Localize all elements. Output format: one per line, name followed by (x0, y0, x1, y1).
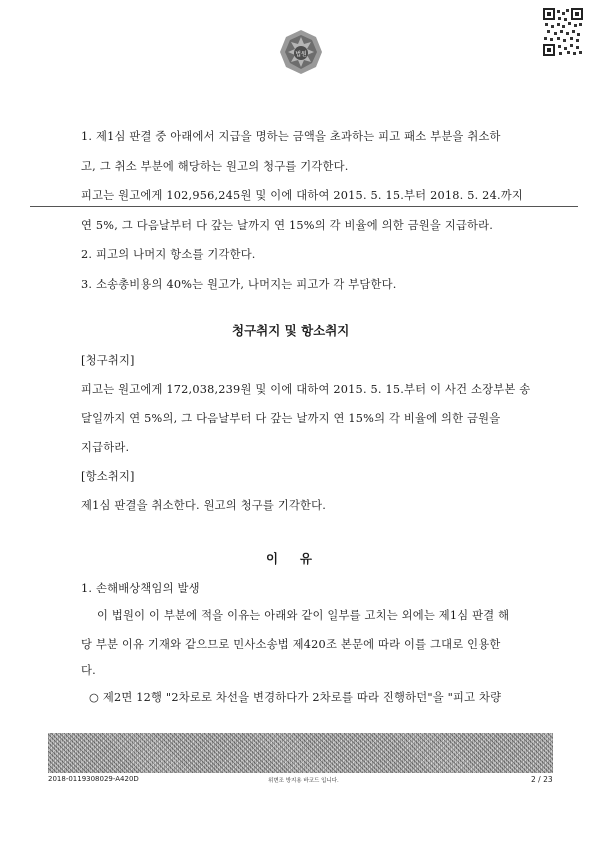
judgment-line-4: 연 5%, 그 다음날부터 다 갚는 날까지 연 15%의 각 비율에 의한 금원을 지급하라. (81, 219, 494, 232)
page-divider-line (30, 206, 578, 207)
judgment-line-3: 피고는 원고에게 102,956,245원 및 이에 대하여 2015. 5. 15.부터 2018. 5. 24.까지 (81, 189, 523, 202)
judgment-line-1: 1. 제1심 판결 중 아래에서 지급을 명하는 금액을 초과하는 피고 패소 부분을 취소하 (81, 130, 501, 143)
seal-text: 법원 (295, 51, 307, 58)
reason-line-2: 당 부분 이유 기재와 같으므로 민사소송법 제420조 본문에 따라 이를 그대로 인용한 (81, 638, 501, 651)
court-seal-emblem (278, 28, 324, 76)
claim-line-3: 지급하라. (81, 441, 130, 454)
claim-line-1: 피고는 원고에게 172,038,239원 및 이에 대하여 2015. 5. 15.부터 이 사건 소장부본 송 (81, 383, 531, 396)
qr-code-icon (543, 8, 583, 56)
reason-line-3: 다. (81, 664, 96, 677)
section-heading-claims: 청구취지 및 항소취지 (232, 323, 350, 338)
document-id: 2018-0119308029-A420D (48, 775, 139, 783)
page-number: 2 / 23 (531, 775, 553, 784)
appeal-line-1: 제1심 판결을 취소한다. 원고의 청구를 기각한다. (81, 499, 327, 512)
claim-line-2: 달일까지 연 5%의, 그 다음날부터 다 갚는 날까지 연 15%의 각 비율에 의한 금원을 (81, 412, 501, 425)
claim-label: [청구취지] (81, 354, 135, 367)
reason-heading-1: 1. 손해배상책임의 발생 (81, 582, 200, 595)
reason-line-1: 이 법원이 이 부분에 적을 이유는 아래와 같이 일부를 고치는 외에는 제1심 판결 해 (97, 609, 510, 622)
judgment-line-5: 2. 피고의 나머지 항소를 기각한다. (81, 248, 256, 261)
judgment-line-6: 3. 소송총비용의 40%는 원고가, 나머지는 피고가 각 부담한다. (81, 278, 397, 291)
barcode-notice: 위변조 방지용 바코드 입니다. (268, 778, 339, 784)
judgment-line-2: 고, 그 취소 부분에 해당하는 원고의 청구를 기각한다. (81, 160, 349, 173)
appeal-label: [항소취지] (81, 470, 135, 483)
anti-forgery-barcode (48, 733, 553, 773)
section-heading-reasons: 이 유 (266, 551, 312, 566)
reason-line-4: ○ 제2면 12행 "2차로로 차선을 변경하다가 2차로를 따라 진행하던"을 "피고 차량 (89, 691, 502, 704)
